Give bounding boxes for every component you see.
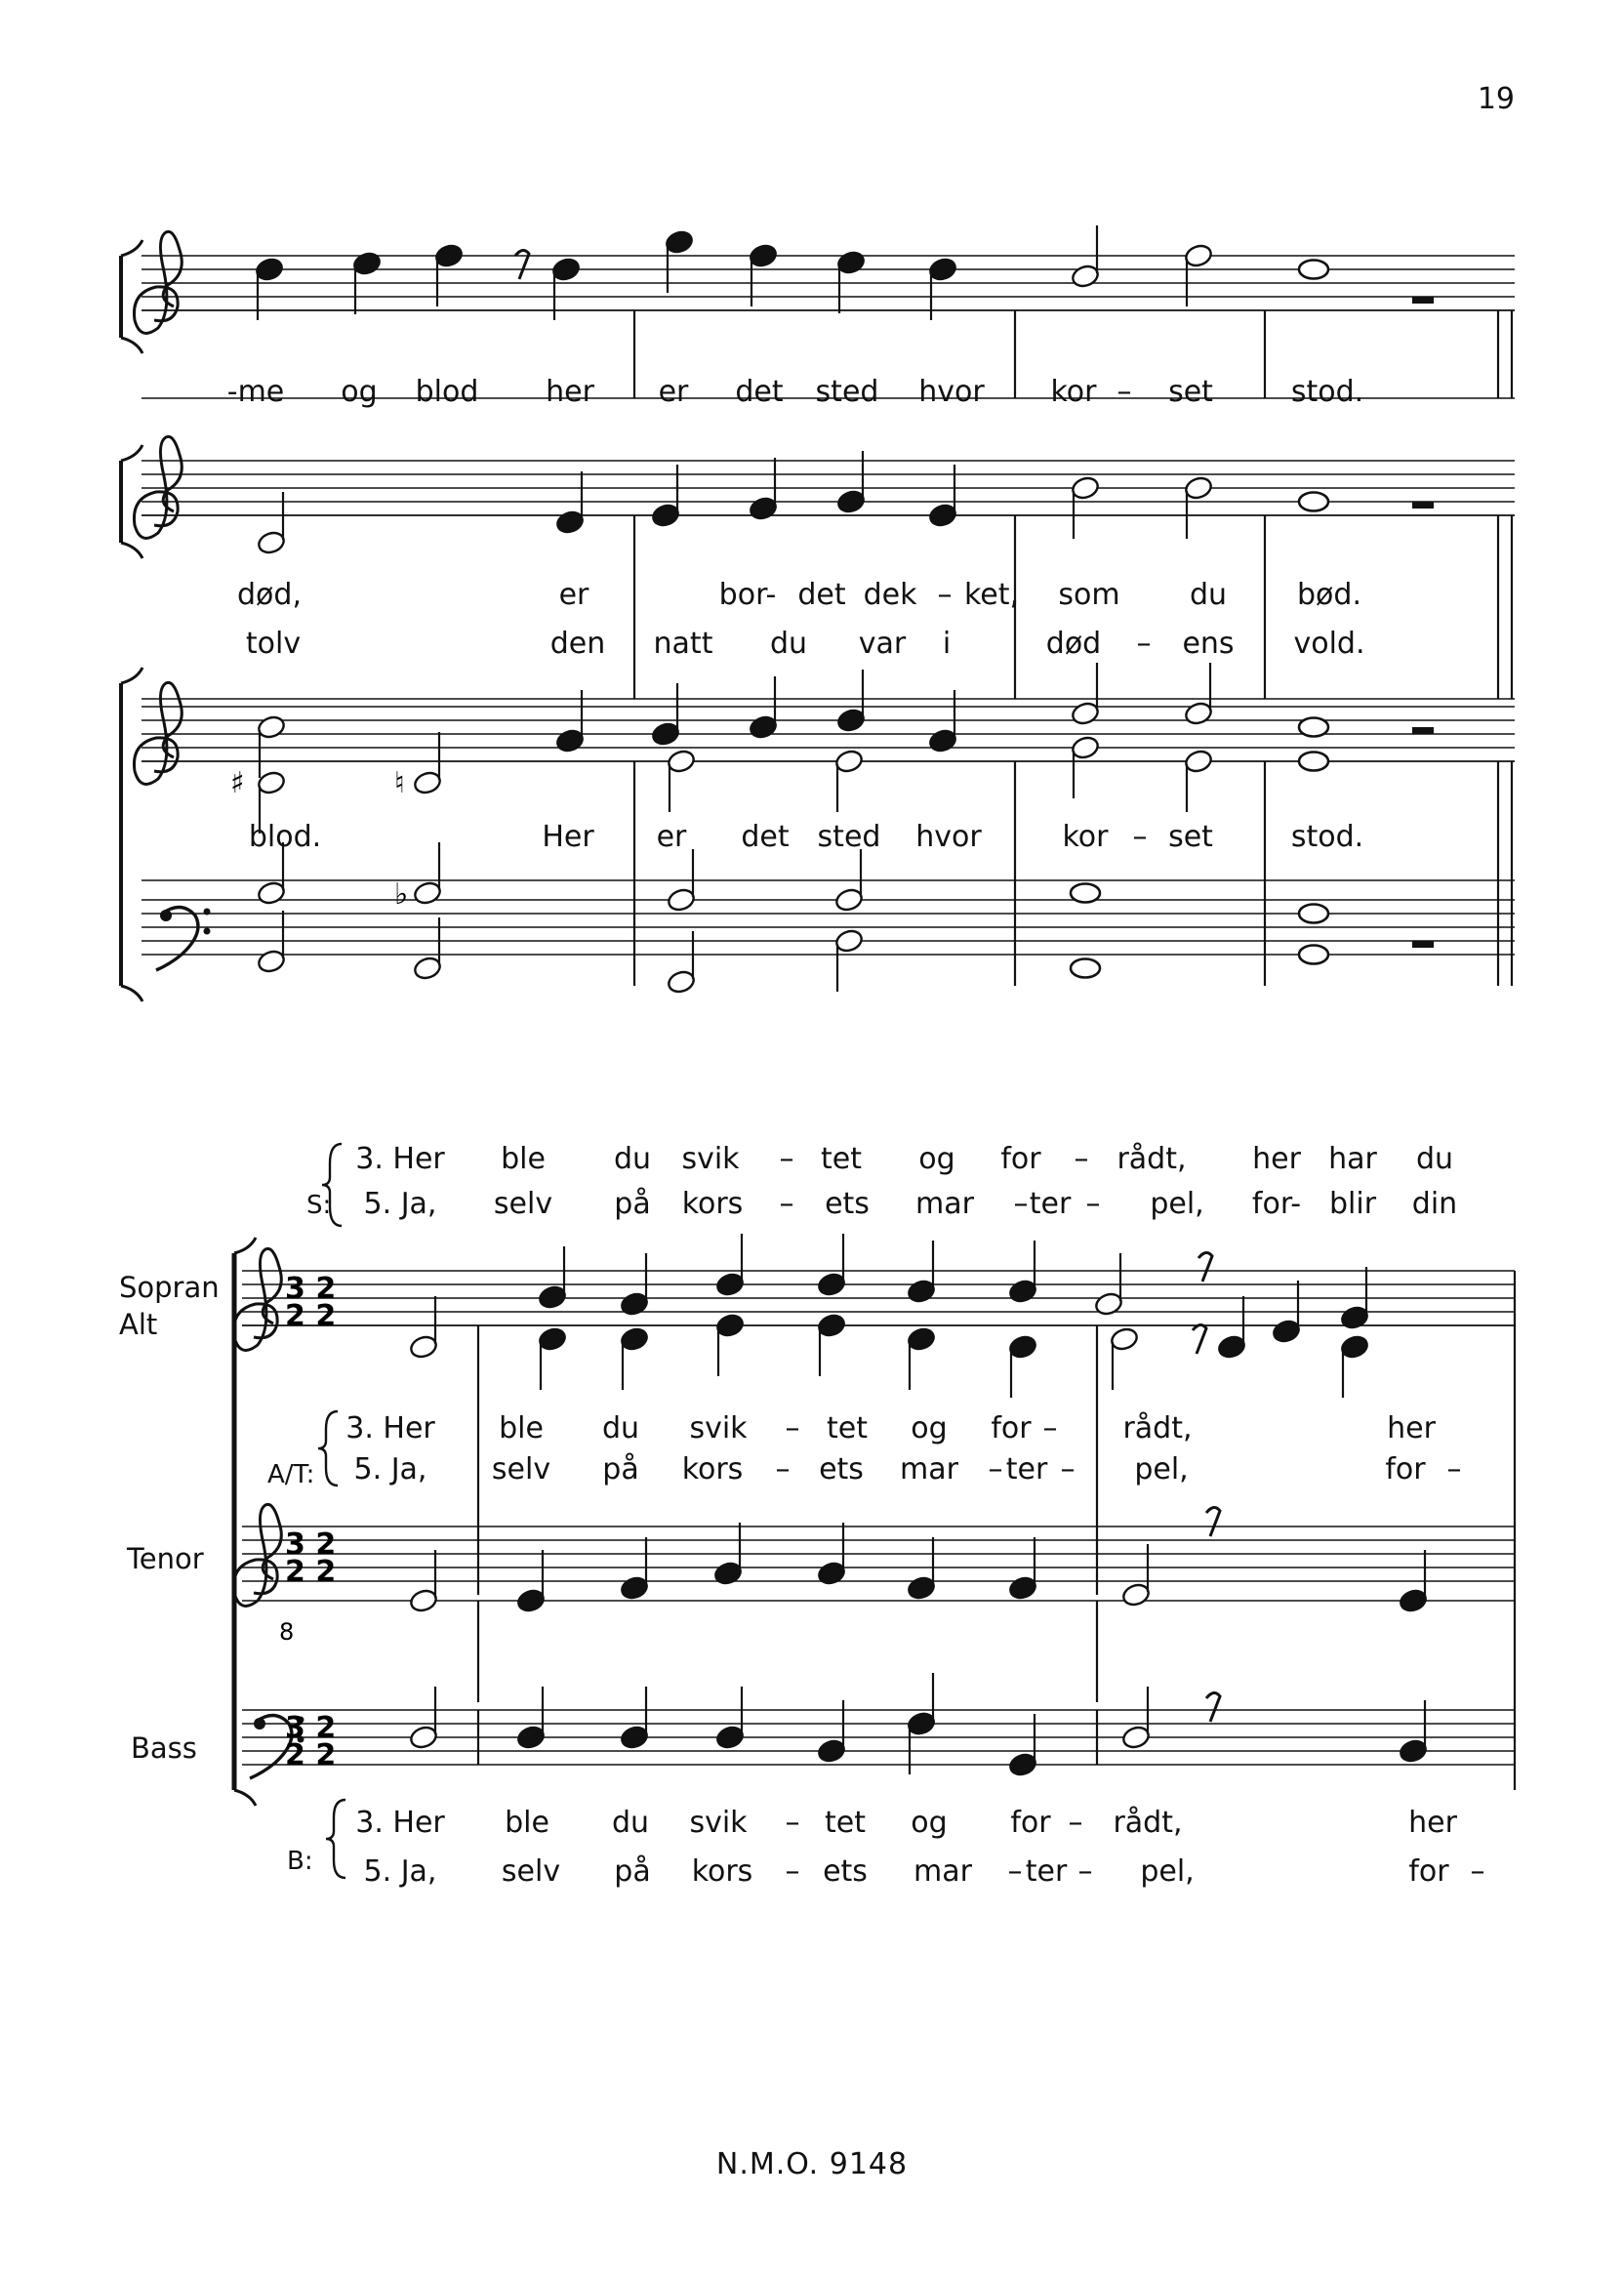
- time-signature-top: 3 2: [285, 1711, 337, 1745]
- quarter-note: [434, 243, 465, 269]
- part-label-sopran: Sopran: [119, 1271, 220, 1304]
- lyric-s-verse5: for-: [1251, 1187, 1302, 1221]
- quarter-note: [352, 251, 383, 277]
- quarter-note: [715, 1313, 746, 1339]
- lyric-staff2-line1: du: [1189, 578, 1228, 612]
- lyric-b-verse3: og: [911, 1806, 948, 1840]
- lyric-s-verse3: –: [1074, 1142, 1089, 1176]
- quarter-note: [817, 1313, 847, 1339]
- catalog-number: N.M.O. 9148: [715, 2147, 909, 2181]
- quarter-note: [749, 714, 779, 741]
- lyric-b-verse5: kors: [691, 1854, 753, 1889]
- whole-note: [1299, 905, 1328, 923]
- eighth-rest: [1206, 1507, 1220, 1536]
- quarter-note: [516, 1725, 547, 1751]
- half-rest: [1412, 502, 1434, 509]
- bracket-hook: [121, 445, 142, 461]
- whole-note: [1299, 753, 1328, 771]
- lyric-staff2-line1: bød.: [1297, 578, 1361, 612]
- sharp-icon: ♯: [230, 766, 245, 800]
- lyric-staff2-line1: bor-: [718, 578, 777, 612]
- half-note: [409, 1725, 439, 1751]
- quarter-note: [715, 1725, 746, 1751]
- quarter-note: [620, 1326, 650, 1353]
- lyric-at-verse3: her: [1387, 1411, 1436, 1445]
- half-note: [257, 770, 287, 796]
- half-note: [413, 880, 443, 907]
- lyric-b-verse3: svik: [689, 1806, 748, 1840]
- quarter-note: [1340, 1334, 1370, 1361]
- quarter-note: [907, 1575, 937, 1602]
- bass-clef-dot: [254, 1718, 265, 1730]
- lyric-b-verse5: på: [614, 1854, 651, 1889]
- lyric-staff3: Her: [542, 820, 594, 854]
- bass-clef-dot: [204, 928, 211, 935]
- lyric-staff1: kor: [1050, 375, 1097, 409]
- lyric-s-verse3: har: [1328, 1142, 1377, 1176]
- lyric-s-verse5: blir: [1328, 1187, 1377, 1221]
- quarter-note: [1008, 1279, 1038, 1305]
- lyric-at-verse5: for: [1385, 1452, 1426, 1486]
- lyric-staff2-line1: dek: [863, 578, 917, 612]
- half-rest: [1412, 941, 1434, 948]
- lyric-b-verse3: –: [785, 1806, 800, 1840]
- verse-label-b: B:: [287, 1847, 313, 1876]
- verse-label-s: S:: [306, 1191, 332, 1220]
- lyric-staff2-line2: –: [1136, 627, 1152, 661]
- quarter-note: [817, 1738, 847, 1765]
- lyric-b-verse5: for: [1408, 1854, 1449, 1889]
- lyric-b-verse3: du: [611, 1806, 650, 1840]
- bracket-hook: [121, 543, 142, 558]
- lyric-at-verse5: kors: [681, 1452, 744, 1486]
- lyric-b-verse5: ets: [823, 1854, 868, 1889]
- lyric-s-verse3: og: [918, 1142, 955, 1176]
- lyric-s-verse3: du: [1415, 1142, 1454, 1176]
- lyric-staff1: det: [735, 375, 784, 409]
- bass-clef-dot: [204, 909, 211, 916]
- lyric-s-verse5: selv: [493, 1187, 553, 1221]
- lyric-at-verse3: ble: [499, 1411, 544, 1445]
- lyric-b-verse5: –: [785, 1854, 800, 1889]
- quarter-note: [907, 1711, 937, 1737]
- lyric-s-verse3: for: [1000, 1142, 1041, 1176]
- lyric-s-verse5: –: [779, 1187, 794, 1221]
- bracket-hook: [121, 240, 142, 256]
- quarter-note: [713, 1561, 744, 1587]
- lyric-staff3: sted: [817, 820, 881, 854]
- lyric-b-verse5: 5. Ja,: [363, 1854, 437, 1889]
- lyric-staff2-line2: tolv: [245, 627, 302, 661]
- page-number: 19: [1477, 82, 1515, 116]
- bracket-hook: [121, 986, 142, 1001]
- quarter-note: [1399, 1738, 1429, 1765]
- quarter-note: [836, 708, 867, 734]
- verse-brace: [326, 1800, 345, 1878]
- half-note: [667, 969, 697, 996]
- whole-note: [1071, 959, 1100, 978]
- quarter-note: [620, 1725, 650, 1751]
- time-signature-bottom: 2 2: [285, 1299, 337, 1333]
- half-note: [413, 770, 443, 796]
- quarter-note: [1399, 1588, 1429, 1614]
- time-signature-top: 3 2: [285, 1272, 337, 1306]
- eighth-rest: [1198, 1252, 1212, 1282]
- lyric-b-verse3: for: [1010, 1806, 1051, 1840]
- lyric-staff3: hvor: [915, 820, 982, 854]
- lyric-staff3: stod.: [1290, 820, 1364, 854]
- lyric-s-verse5: på: [614, 1187, 651, 1221]
- quarter-note: [836, 250, 867, 276]
- quarter-note: [1340, 1305, 1370, 1331]
- lyric-staff3: er: [656, 820, 687, 854]
- lyric-staff2-line2: du: [769, 627, 808, 661]
- natural-icon: ♮: [394, 766, 405, 800]
- time-signature-bottom: 2 2: [285, 1738, 337, 1772]
- lyric-s-verse5: –: [1013, 1187, 1029, 1221]
- half-note: [257, 880, 287, 907]
- quarter-note: [538, 1326, 568, 1353]
- verse-label-at: A/T:: [267, 1460, 315, 1489]
- lyric-staff2-line1: som: [1058, 578, 1120, 612]
- lyric-s-verse5: kors: [681, 1187, 744, 1221]
- lyric-at-verse3: tet: [827, 1411, 868, 1445]
- lyric-staff2-line1: ket,: [963, 578, 1020, 612]
- quarter-note: [665, 229, 695, 256]
- octave-8-mark: 8: [279, 1618, 295, 1646]
- bass-clef-dot: [160, 910, 172, 921]
- lyric-at-verse5: 5. Ja,: [353, 1452, 427, 1486]
- lyric-b-verse5: –: [1077, 1854, 1093, 1889]
- quarter-note: [1217, 1334, 1247, 1361]
- lyric-at-verse5: –: [1446, 1452, 1462, 1486]
- lyric-staff2-line1: død,: [237, 578, 302, 612]
- whole-note: [1299, 718, 1328, 737]
- lyric-staff1: sted: [815, 375, 879, 409]
- time-signature-top: 3 2: [285, 1527, 337, 1562]
- half-note: [1184, 243, 1214, 269]
- quarter-note: [1272, 1319, 1302, 1345]
- lyric-s-verse3: 3. Her: [355, 1142, 445, 1176]
- half-note: [257, 714, 287, 741]
- part-label-bass: Bass: [131, 1731, 197, 1765]
- half-note: [834, 928, 865, 955]
- half-note: [1071, 735, 1101, 761]
- lyric-b-verse3: her: [1408, 1806, 1457, 1840]
- quarter-note: [817, 1272, 847, 1298]
- lyric-at-verse3: rådt,: [1122, 1411, 1193, 1445]
- lyric-staff1: -me: [226, 375, 285, 409]
- lyric-staff2-line2: den: [549, 627, 606, 661]
- lyric-staff2-line2: i: [942, 627, 952, 661]
- half-note: [1094, 1291, 1124, 1318]
- lyric-staff1: og: [341, 375, 378, 409]
- half-note: [1071, 701, 1101, 727]
- flat-icon: ♭: [394, 877, 409, 912]
- quarter-note: [715, 1272, 746, 1298]
- verse-brace: [318, 1411, 338, 1486]
- lyric-staff1: set: [1168, 375, 1213, 409]
- lyric-at-verse3: for: [991, 1411, 1032, 1445]
- lyric-s-verse5: din: [1411, 1187, 1458, 1221]
- half-note: [667, 887, 697, 914]
- lyric-at-verse5: på: [602, 1452, 639, 1486]
- dotted-half-note: [1121, 1582, 1152, 1608]
- lyric-at-verse3: –: [1042, 1411, 1058, 1445]
- half-note: [257, 949, 287, 975]
- lyric-b-verse5: mar: [914, 1854, 972, 1889]
- dotted-half-note: [257, 530, 287, 556]
- lyric-s-verse5: –: [1085, 1187, 1101, 1221]
- lyric-s-verse3: her: [1252, 1142, 1301, 1176]
- quarter-note: [928, 503, 958, 529]
- lyric-staff3: kor: [1062, 820, 1109, 854]
- half-note: [1184, 701, 1214, 727]
- lyric-b-verse5: –: [1470, 1854, 1485, 1889]
- lyric-at-verse3: du: [601, 1411, 640, 1445]
- whole-note: [1299, 261, 1328, 279]
- quarter-note: [255, 257, 285, 283]
- half-note: [1121, 1725, 1152, 1751]
- quarter-note: [928, 728, 958, 754]
- lyric-staff2-line2: ens: [1182, 627, 1235, 661]
- treble-clef-icon: [233, 1248, 281, 1350]
- lyric-at-verse5: –: [1060, 1452, 1076, 1486]
- quarter-note: [907, 1326, 937, 1353]
- lyric-staff1: blod: [415, 375, 479, 409]
- half-rest: [1412, 297, 1434, 304]
- lyric-s-verse3: svik: [681, 1142, 740, 1176]
- quarter-note: [749, 496, 779, 522]
- lyric-b-verse3: tet: [825, 1806, 866, 1840]
- part-label-alt: Alt: [119, 1308, 158, 1341]
- lyric-s-verse3: tet: [821, 1142, 862, 1176]
- lyric-staff3: –: [1132, 820, 1148, 854]
- half-note: [1184, 475, 1214, 502]
- part-label-tenor: Tenor: [127, 1542, 204, 1575]
- lyric-staff1: stod.: [1290, 375, 1364, 409]
- lyric-b-verse5: pel,: [1140, 1854, 1195, 1889]
- lyric-staff1: her: [546, 375, 594, 409]
- quarter-note: [516, 1588, 547, 1614]
- half-note: [413, 956, 443, 982]
- lyric-s-verse3: du: [613, 1142, 652, 1176]
- lyric-b-verse5: ter: [1025, 1854, 1068, 1889]
- treble-clef-icon: [233, 1504, 281, 1606]
- lyric-s-verse5: ets: [825, 1187, 870, 1221]
- bracket-hook: [234, 1238, 256, 1253]
- lyric-staff2-line1: –: [937, 578, 953, 612]
- lyric-b-verse3: –: [1068, 1806, 1083, 1840]
- quarter-note: [1008, 1575, 1038, 1602]
- quarter-note: [1008, 1334, 1038, 1361]
- quarter-note: [1008, 1752, 1038, 1778]
- quarter-note: [651, 503, 681, 529]
- lyric-b-verse3: ble: [505, 1806, 549, 1840]
- lyric-staff2-line2: død: [1045, 627, 1102, 661]
- half-rest: [1412, 727, 1434, 734]
- quarter-note: [538, 1284, 568, 1311]
- lyric-staff2-line2: vold.: [1293, 627, 1365, 661]
- lyric-staff2-line2: natt: [653, 627, 713, 661]
- eighth-rest: [1206, 1692, 1220, 1722]
- quarter-note: [749, 243, 779, 269]
- quarter-note: [817, 1561, 847, 1587]
- whole-note: [1299, 946, 1328, 964]
- lyric-s-verse3: ble: [501, 1142, 546, 1176]
- bracket-hook: [234, 1790, 256, 1806]
- half-note: [834, 887, 865, 914]
- lyric-s-verse5: pel,: [1150, 1187, 1204, 1221]
- lyric-b-verse5: selv: [501, 1854, 561, 1889]
- lyric-s-verse5: mar: [915, 1187, 974, 1221]
- lyric-staff2-line2: var: [858, 627, 907, 661]
- lyric-b-verse3: 3. Her: [355, 1806, 445, 1840]
- eighth-rest: [1193, 1324, 1206, 1354]
- quarter-note: [651, 721, 681, 748]
- whole-note: [1299, 493, 1328, 511]
- half-note: [667, 749, 697, 775]
- lyric-staff2-line1: er: [558, 578, 589, 612]
- lyric-b-verse5: –: [1007, 1854, 1023, 1889]
- time-signature-bottom: 2 2: [285, 1555, 337, 1589]
- quarter-note: [907, 1279, 937, 1305]
- lyric-staff1: er: [658, 375, 689, 409]
- quarter-note: [928, 257, 958, 283]
- lyric-s-verse3: –: [779, 1142, 794, 1176]
- lyric-at-verse5: ter: [1005, 1452, 1048, 1486]
- lyric-staff3: blod.: [248, 820, 322, 854]
- lyric-staff1: hvor: [918, 375, 985, 409]
- half-note: [834, 749, 865, 775]
- quarter-note: [836, 489, 867, 515]
- quarter-note: [555, 728, 586, 754]
- bracket-hook: [121, 668, 142, 683]
- quarter-note: [551, 257, 582, 283]
- lyric-at-verse5: selv: [491, 1452, 551, 1486]
- whole-note: [1071, 884, 1100, 903]
- half-note: [1071, 264, 1101, 290]
- lyric-staff1: –: [1116, 375, 1132, 409]
- lyric-at-verse5: pel,: [1134, 1452, 1189, 1486]
- lyric-at-verse5: ets: [819, 1452, 864, 1486]
- half-note: [1071, 475, 1101, 502]
- half-note: [409, 1588, 439, 1614]
- lyric-s-verse5: ter: [1029, 1187, 1072, 1221]
- lyric-at-verse3: 3. Her: [345, 1411, 435, 1445]
- half-note: [409, 1334, 439, 1361]
- lyric-b-verse3: rådt,: [1113, 1806, 1183, 1840]
- lyric-at-verse3: svik: [689, 1411, 748, 1445]
- bracket-hook: [121, 338, 142, 353]
- lyric-at-verse5: –: [988, 1452, 1003, 1486]
- quarter-note: [555, 509, 586, 536]
- quarter-note: [620, 1575, 650, 1602]
- lyric-at-verse3: –: [785, 1411, 800, 1445]
- lyric-at-verse5: mar: [900, 1452, 958, 1486]
- eighth-rest: [515, 250, 529, 279]
- half-note: [1184, 749, 1214, 775]
- lyric-at-verse5: –: [775, 1452, 791, 1486]
- lyric-staff2-line1: det: [797, 578, 846, 612]
- dotted-half-note: [1110, 1326, 1140, 1353]
- lyric-at-verse3: og: [911, 1411, 948, 1445]
- lyric-s-verse3: rådt,: [1116, 1142, 1187, 1176]
- quarter-note: [620, 1291, 650, 1318]
- lyric-staff3: det: [741, 820, 790, 854]
- lyric-s-verse5: 5. Ja,: [363, 1187, 437, 1221]
- lyric-staff3: set: [1168, 820, 1213, 854]
